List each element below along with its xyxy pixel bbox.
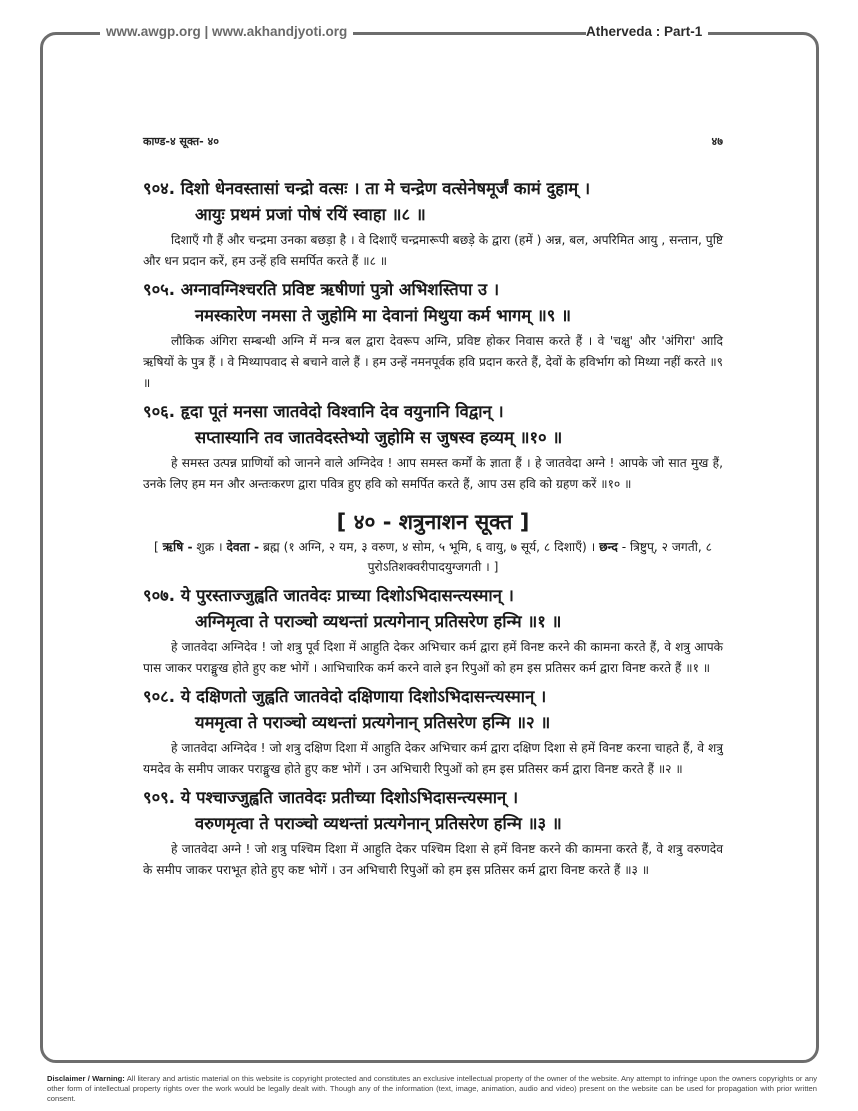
sukta-title: [ ४० - शत्रुनाशन सूक्त ] [336, 510, 530, 534]
disclaimer [47, 1074, 817, 1104]
verse-line: अग्निमृत्वा ते पराञ्चो व्यथन्तां प्रत्यगेनान् प्रतिसरेण हन्मि ॥१ ॥ [195, 612, 562, 631]
verse-907 [143, 583, 723, 635]
running-head [143, 134, 723, 154]
page-content [143, 134, 723, 881]
rishi-label: ऋषि - [162, 540, 193, 554]
chhand-value: - त्रिष्टुप्, २ जगती, ८ पुरोऽतिशक्वरीपादयुग्जगती । ] [367, 540, 712, 574]
verse-line: ९०९. ये पश्चाज्जुह्वति जातवेदः प्रतीच्या दिशोऽभिदासन्त्यस्मान् । [143, 788, 519, 807]
verse-904 [143, 176, 723, 228]
devata-label: देवता - [226, 540, 260, 554]
sukta-metadata [143, 537, 723, 577]
verse-905 [143, 277, 723, 329]
translation-905: लौकिक अंगिरा सम्बन्धी अग्नि में मन्त्र बल द्वारा देवरूप अग्नि, प्रविष्ट होकर निवास करते हैं । वे 'चक्षु' और 'अंगिरा' आदि ऋषियों के पुत्र हैं । वे मिथ्यापवाद से बचाने वाले हैं । हम उन्हें नमनपूर्वक हवि प्रदान करते हैं, देवों के हविर्भाग को मिथ्या नहीं करते ॥९ ॥ [143, 334, 723, 390]
translation-908: हे जातवेदा अग्निदेव ! जो शत्रु दक्षिण दिशा में आहुति देकर अभिचार कर्म द्वारा दक्षिण दिशा से हमें विनष्ट करना चाहते हैं, वे शत्रु यमदेव के समीप जाकर पराङ्मुख होते हुए कष्ट भोगें । उन अभिचारी रिपुओं को हम इस प्रतिसर कर्म द्वारा विनष्ट करते हैं ॥२ ॥ [143, 741, 723, 776]
open-bracket: [ [154, 540, 159, 554]
translation-909: हे जातवेदा अग्ने ! जो शत्रु पश्चिम दिशा में आहुति देकर पश्चिम दिशा से हमें विनष्ट करने की कामना करते हैं, वे शत्रु वरुणदेव के समीप जाकर पराभूत होते हुए कष्ट भोगें । उन अभिचारी रिपुओं को हम इस प्रतिसर कर्म द्वारा विनष्ट करते हैं ॥३ ॥ [143, 842, 723, 877]
verse-line: वरुणमृत्वा ते पराञ्चो व्यथन्तां प्रत्यगेनान् प्रतिसरेण हन्मि ॥३ ॥ [195, 814, 562, 833]
devata-value: ब्रह्म (१ अग्नि, २ यम, ३ वरुण, ४ सोम, ५ भूमि, ६ वायु, ७ सूर्य, ८ दिशाएँ) । [262, 540, 596, 554]
verse-line: ९०४. दिशो धेनवस्तासां चन्द्रो वत्सः । ता मे चन्द्रेण वत्सेनेषमूर्जं कामं दुहाम् । [143, 179, 591, 198]
translation-904: दिशाएँ गौ हैं और चन्द्रमा उनका बछड़ा है । वे दिशाएँ चन्द्रमारूपी बछड़े के द्वारा (हमें ) अन्न, बल, अपरिमित आयु , सन्तान, पुष्टि और धन प्रदान करें, हम उन्हें हवि समर्पित करते हैं ॥८ ॥ [143, 233, 723, 268]
translation-907: हे जातवेदा अग्निदेव ! जो शत्रु पूर्व दिशा में आहुति देकर अभिचार कर्म द्वारा हमें विनष्ट करने की कामना करते हैं, वे शत्रु आपके पास जाकर पराङ्मुख होते हुए कष्ट भोगें । आभिचारिक कर्म करने वाले इन रिपुओं को हम इस प्रतिसर कर्म द्वारा विनष्ट करते हैं ॥१ ॥ [143, 640, 723, 675]
verse-line: ९०५. अग्नावग्निश्चरति प्रविष्ट ऋषीणां पुत्रो अभिशस्तिपा उ । [143, 280, 500, 299]
verse-line: ९०७. ये पुरस्ताज्जुह्वति जातवेदः प्राच्या दिशोऽभिदासन्त्यस्मान् । [143, 586, 514, 605]
header-website-links: www.awgp.org | www.akhandjyoti.org [100, 23, 353, 41]
header-book-title: Atherveda : Part-1 [586, 23, 708, 41]
verse-line: ९०६. हृदा पूतं मनसा जातवेदो विश्वानि देव वयुनानि विद्वान् । [143, 402, 504, 421]
verse-line: यममृत्वा ते पराञ्चो व्यथन्तां प्रत्यगेनान् प्रतिसरेण हन्मि ॥२ ॥ [195, 713, 551, 732]
verse-908 [143, 684, 723, 736]
page-number: ४७ [711, 135, 723, 148]
rishi-value: शुक्र । [196, 540, 223, 554]
verse-line: ९०८. ये दक्षिणतो जुह्वति जातवेदो दक्षिणाया दिशोऽभिदासन्त्यस्मान् । [143, 687, 547, 706]
verse-909 [143, 785, 723, 837]
chhand-label: छन्द [599, 540, 618, 554]
translation-906: हे समस्त उत्पन्न प्राणियों को जानने वाले अग्निदेव ! आप समस्त कर्मों के ज्ञाता हैं । हे जातवेदा अग्ने ! आपके जो सात मुख हैं, उनके लिए हम मन और अन्तःकरण द्वारा पवित्र हुए हवि को समर्पित करते हैं, आप उस हवि को ग्रहण करें ॥१० ॥ [143, 456, 723, 491]
kand-sukta-label: काण्ड-४ सूक्त- ४० [143, 135, 219, 148]
verse-line: नमस्कारेण नमसा ते जुहोमि मा देवानां मिथुया कर्म भागम् ॥९ ॥ [195, 306, 572, 325]
verse-line: सप्तास्यानि तव जातवेदस्तेभ्यो जुहोमि स जुषस्व हव्यम् ॥१० ॥ [195, 428, 563, 447]
verse-line: आयुः प्रथमं प्रजां पोषं रयिं स्वाहा ॥८ ॥ [195, 205, 426, 224]
disclaimer-text: All literary and artistic material on this website is copyright protected and constitutes an exclusive intellectual property of the owner of the website. Any attempt to infringe upon the owners copyrights or any other form of intellectual property rights over the work would be legally dealt with. Though any of the information (text, image, animation, audio and video) present on the website can be used for propagation with prior written consent. [47, 1074, 817, 1103]
verse-906 [143, 399, 723, 451]
disclaimer-label: Disclaimer / Warning: [47, 1074, 125, 1083]
